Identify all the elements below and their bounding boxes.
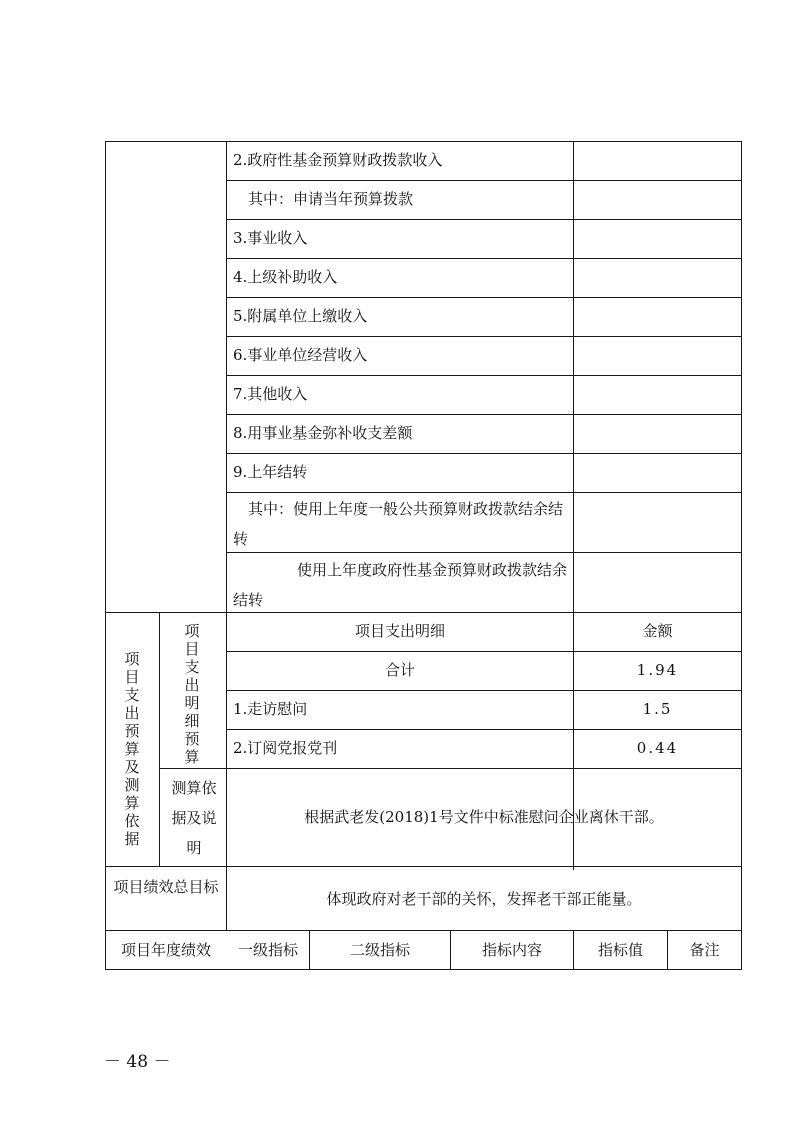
- income-item-affiliated: 5.附属单位上缴收入: [233, 307, 368, 325]
- row-divider: [105, 866, 742, 867]
- header-remarks: 备注: [689, 941, 720, 959]
- expense-row-amount: 0.44: [636, 739, 679, 757]
- income-item-operating: 6.事业单位经营收入: [233, 346, 368, 364]
- income-item-gov-fund: 2.政府性基金预算财政拨款收入: [233, 151, 443, 169]
- income-item-subsidy: 4.上级补助收入: [233, 268, 338, 286]
- basis-label: 测算依据及说明: [171, 779, 217, 857]
- row-divider: [105, 930, 742, 931]
- header-content: 指标内容: [481, 941, 542, 959]
- header-amount: 金额: [642, 622, 673, 640]
- income-item-other: 7.其他收入: [233, 385, 308, 403]
- goal-label: 项目绩效总目标: [113, 878, 219, 896]
- table-top-border: [105, 141, 742, 142]
- total-value: 1.94: [636, 661, 679, 679]
- row-divider: [226, 690, 742, 691]
- row-divider: [226, 297, 742, 298]
- annual-label: 项目年度绩效: [120, 941, 211, 959]
- row-divider: [226, 219, 742, 220]
- basis-text: 根据武老发(2018)1号文件中标准慰问企业离休干部。: [304, 808, 664, 826]
- row-divider: [226, 414, 742, 415]
- row-divider: [226, 336, 742, 337]
- carryover-general-text: 其中：使用上年度一般公共预算财政拨款结余结转: [233, 500, 564, 548]
- page-number: － 48 －: [104, 1052, 171, 1072]
- carryover-fund-text: 使用上年度政府性基金预算财政拨款结余结转: [233, 561, 568, 609]
- income-item-current-year: 其中：申请当年预算拨款: [248, 190, 414, 208]
- row-divider: [159, 768, 742, 769]
- row-divider: [226, 729, 742, 730]
- row-divider: [226, 258, 742, 259]
- row-divider: [226, 492, 742, 493]
- table-left-border: [105, 141, 106, 970]
- header-level2: 二级指标: [349, 941, 410, 959]
- header-detail: 项目支出明细: [354, 622, 445, 640]
- income-item-fund-offset: 8.用事业基金弥补收支差额: [233, 424, 413, 442]
- expense-row-name: 2.订阅党报党刊: [233, 739, 338, 757]
- row-divider: [226, 375, 742, 376]
- row-divider: [226, 651, 742, 652]
- expense-row-name: 1.走访慰问: [233, 700, 308, 718]
- income-item-business: 3.事业收入: [233, 229, 308, 247]
- table-right-border: [741, 141, 742, 970]
- table-bottom-border: [105, 969, 742, 970]
- row-divider: [226, 453, 742, 454]
- row-divider: [226, 180, 742, 181]
- expense-detail-label: 项目支出明细预算: [184, 622, 200, 766]
- header-value: 指标值: [597, 941, 643, 959]
- header-level1: 一级指标: [237, 941, 298, 959]
- goal-text: 体现政府对老干部的关怀，发挥老干部正能量。: [326, 890, 642, 908]
- divider: [159, 612, 160, 866]
- total-label: 合计: [384, 661, 415, 679]
- income-item-carryover: 9.上年结转: [233, 463, 308, 481]
- expense-row-amount: 1.5: [642, 700, 673, 718]
- expense-budget-label: 项目支出预算及测算依据: [124, 650, 140, 848]
